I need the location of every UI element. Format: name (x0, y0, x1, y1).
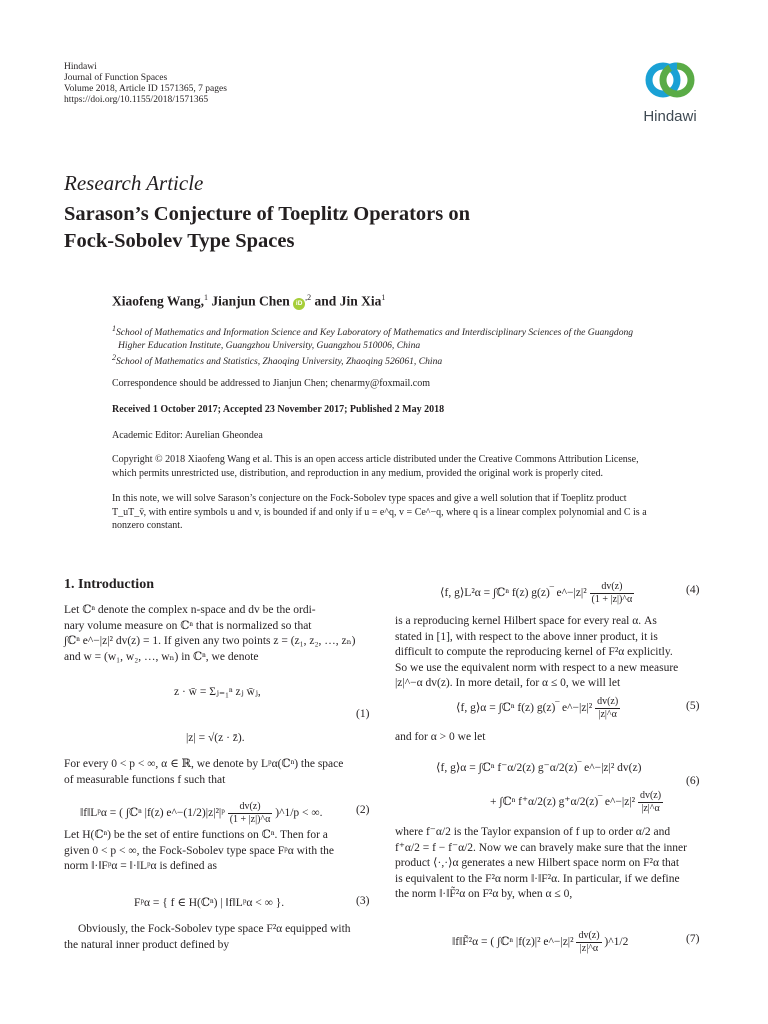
publisher-name: Hindawi (64, 62, 97, 72)
fraction (595, 696, 620, 721)
equation-6a: ⟨f, g⟩α = ∫ℂⁿ f⁻α/2(z) g⁻α/2(z)‾ e^−|z|² dv(z) (436, 762, 642, 774)
numerator: dv(z) (590, 581, 635, 594)
copyright-line: Copyright © 2018 Xiaofeng Wang et al. This is an open access article distributed under the Creative Commons Attribution License, (112, 454, 639, 465)
text-line: Obviously, the Fock-Sobolev type space F²α equipped with (78, 923, 351, 935)
affiliation-1 (112, 323, 707, 369)
fraction (228, 801, 273, 826)
section-heading: 1. Introduction (64, 577, 154, 592)
equation-3: Fᵖα = { f ∈ H(ℂⁿ) | ‖f‖Lᵖα < ∞ }. (134, 897, 285, 909)
equation-number: (7) (686, 933, 700, 945)
equation-5 (456, 696, 620, 721)
equation-number: (6) (686, 775, 700, 787)
text-line: given 0 < p < ∞, the Fock-Sobolev type space Fᵖα with the (64, 844, 334, 857)
title-line: Fock-Sobolev Type Spaces (64, 230, 295, 252)
copyright (112, 453, 707, 480)
text-line: is a reproducing kernel Hilbert space for every real α. As (395, 615, 657, 627)
abstract-line: T_uT_v̄, with entire symbols u and v, is bounded if and only if u = e^q, v = Ce^−q, where q is a linear complex polynomial and C is a (112, 506, 647, 518)
orcid-icon[interactable]: iD (293, 298, 305, 310)
text-line: ∫ℂⁿ e^−|z|² dv(z) = 1. If given any two points z = (z₁, z₂, …, zₙ) (64, 635, 356, 648)
text-line: Let ℂⁿ denote the complex n-space and dv be the ordi- (64, 604, 316, 616)
equation-part: ⟨f, g⟩L²α = ∫ℂⁿ f(z) g(z)‾ e^−|z|² (440, 587, 587, 600)
text-line: and w = (w₁, w₂, …, wₙ) in ℂⁿ, we denote (64, 650, 259, 663)
fraction (590, 581, 635, 606)
text-line: is equivalent to the F²α norm ‖·‖F²α. In particular, if we define (395, 872, 680, 885)
numerator: dv(z) (639, 790, 662, 801)
denominator: |z|^α (579, 943, 599, 954)
text-line: product ⟨·,·⟩α generates a new Hilbert space norm on F²α that (395, 857, 680, 870)
text-line: Let H(ℂⁿ) be the set of entire functions on ℂⁿ. Then for a (64, 829, 328, 841)
text-line: and for α > 0 we let (395, 731, 486, 743)
text-line: the natural inner product defined by (64, 938, 230, 951)
paragraph (64, 828, 374, 875)
academic-editor: Academic Editor: Aurelian Gheondea (112, 430, 263, 441)
text-line: nary volume measure on ℂⁿ that is normalized so that (64, 619, 312, 632)
text-line: of measurable functions f such that (64, 773, 226, 786)
hindawi-logo (632, 58, 708, 125)
author-list (112, 293, 385, 310)
title-line: Sarason’s Conjecture of Toeplitz Operators on (64, 203, 470, 225)
paragraph (64, 922, 374, 953)
author-name: and Jin Xia (314, 293, 382, 309)
equation-2 (80, 801, 322, 826)
doi-link[interactable]: https://doi.org/10.1155/2018/1571365 (64, 95, 209, 105)
affil-marker: 1 (381, 293, 386, 302)
equation-number: (4) (686, 584, 700, 596)
text-line: the norm ‖·‖F̃²α on F²α by, when α ≤ 0, (395, 888, 573, 901)
dates: Received 1 October 2017; Accepted 23 November 2017; Published 2 May 2018 (112, 404, 445, 415)
text-line: difficult to compute the reproducing kernel of F²α explicitly. (395, 646, 673, 659)
text-line: For every 0 < p < ∞, α ∈ ℝ, we denote by Lᵖα(ℂⁿ) the space (64, 758, 344, 770)
numerator: dv(z) (578, 930, 600, 941)
logo-wordmark: Hindawi (643, 108, 697, 125)
denominator: |z|^α (641, 803, 660, 814)
paragraph (395, 614, 705, 692)
equation-part: ⟨f, g⟩α = ∫ℂⁿ f(z) g(z)‾ e^−|z|² (456, 702, 593, 715)
equation-part: )^1/2 (604, 936, 629, 949)
fraction (576, 930, 601, 955)
journal-header (64, 62, 227, 106)
text-line: So we use the equivalent norm with respect to a new measure (395, 661, 679, 674)
affil-marker: 1 (204, 293, 209, 302)
text-line: f⁺α/2 = f − f⁻α/2. Now we can bravely make sure that the inner (395, 841, 687, 854)
affiliation-text: School of Mathematics and Information Science and Key Laboratory of Mathematics and Interdisciplinary Sciences of the Guangdong (116, 327, 634, 339)
fraction (638, 790, 663, 815)
equation-4 (440, 581, 634, 606)
equation-6b (490, 790, 663, 815)
article-title (64, 201, 684, 255)
text-line: stated in [1], with respect to the above inner product, it is (395, 630, 658, 643)
copyright-line: which permits unrestricted use, distribution, and reproduction in any medium, provided the original work is properly cited. (112, 467, 604, 479)
abstract-line: In this note, we will solve Sarason’s conjecture on the Fock-Sobolev type spaces and give a well solution that if Toeplitz product (112, 493, 627, 504)
equation-number: (2) (356, 804, 370, 816)
denominator: (1 + |z|)^α (229, 814, 271, 825)
abstract-line: nonzero constant. (112, 520, 183, 531)
equation-part: + ∫ℂⁿ f⁺α/2(z) g⁺α/2(z)‾ e^−|z|² (490, 796, 636, 809)
text-line: norm ‖·‖Fᵖα = ‖·‖Lᵖα is defined as (64, 860, 217, 873)
equation-number: (1) (356, 708, 370, 720)
correspondence: Correspondence should be addressed to Jianjun Chen; chenarmy@foxmail.com (112, 378, 431, 389)
denominator: |z|^α (598, 709, 617, 720)
volume-line: Volume 2018, Article ID 1571365, 7 pages (64, 84, 227, 94)
equation-1b: |z| = √(z · z̄). (186, 732, 245, 744)
equation-1a: z · w̄ = Σⱼ₌₁ⁿ zⱼ w̄ⱼ, (174, 686, 261, 698)
affil-marker: ,2 (305, 293, 312, 302)
affiliation-text: Higher Education Institute, Guangzhou University, Guangzhou 510006, China (118, 339, 421, 351)
affil-marker: 1 (112, 324, 116, 333)
affiliation-text: School of Mathematics and Statistics, Zhaoqing University, Zhaoqing 526061, China (116, 356, 443, 368)
journal-name: Journal of Function Spaces (64, 73, 168, 83)
abstract (112, 492, 707, 533)
author-name: Jianjun Chen (211, 293, 290, 309)
hindawi-rings-icon (644, 58, 696, 102)
numerator: dv(z) (597, 696, 619, 707)
equation-number: (3) (356, 895, 370, 907)
article-type: Research Article (64, 171, 204, 195)
paragraph (395, 825, 705, 903)
equation-number: (5) (686, 700, 700, 712)
numerator: dv(z) (228, 801, 273, 814)
intro-paragraph (64, 603, 374, 665)
equation-part: ‖f‖Lᵖα = ( ∫ℂⁿ |f(z) e^−(1/2)|z|²|ᵖ (80, 807, 225, 820)
equation-part: )^1/p < ∞. (275, 807, 323, 820)
equation-part: ‖f‖F̃²α = ( ∫ℂⁿ |f(z)|² e^−|z|² (452, 936, 574, 949)
paragraph (64, 757, 374, 788)
equation-7 (452, 930, 628, 955)
text-line: where f⁻α/2 is the Taylor expansion of f up to order α/2 and (395, 826, 671, 838)
affil-marker: 2 (112, 353, 116, 363)
author-name: Xiaofeng Wang, (112, 293, 205, 309)
denominator: (1 + |z|)^α (591, 594, 633, 605)
text-line: |z|^−α dv(z). In more detail, for α ≤ 0, we will let (395, 677, 621, 690)
